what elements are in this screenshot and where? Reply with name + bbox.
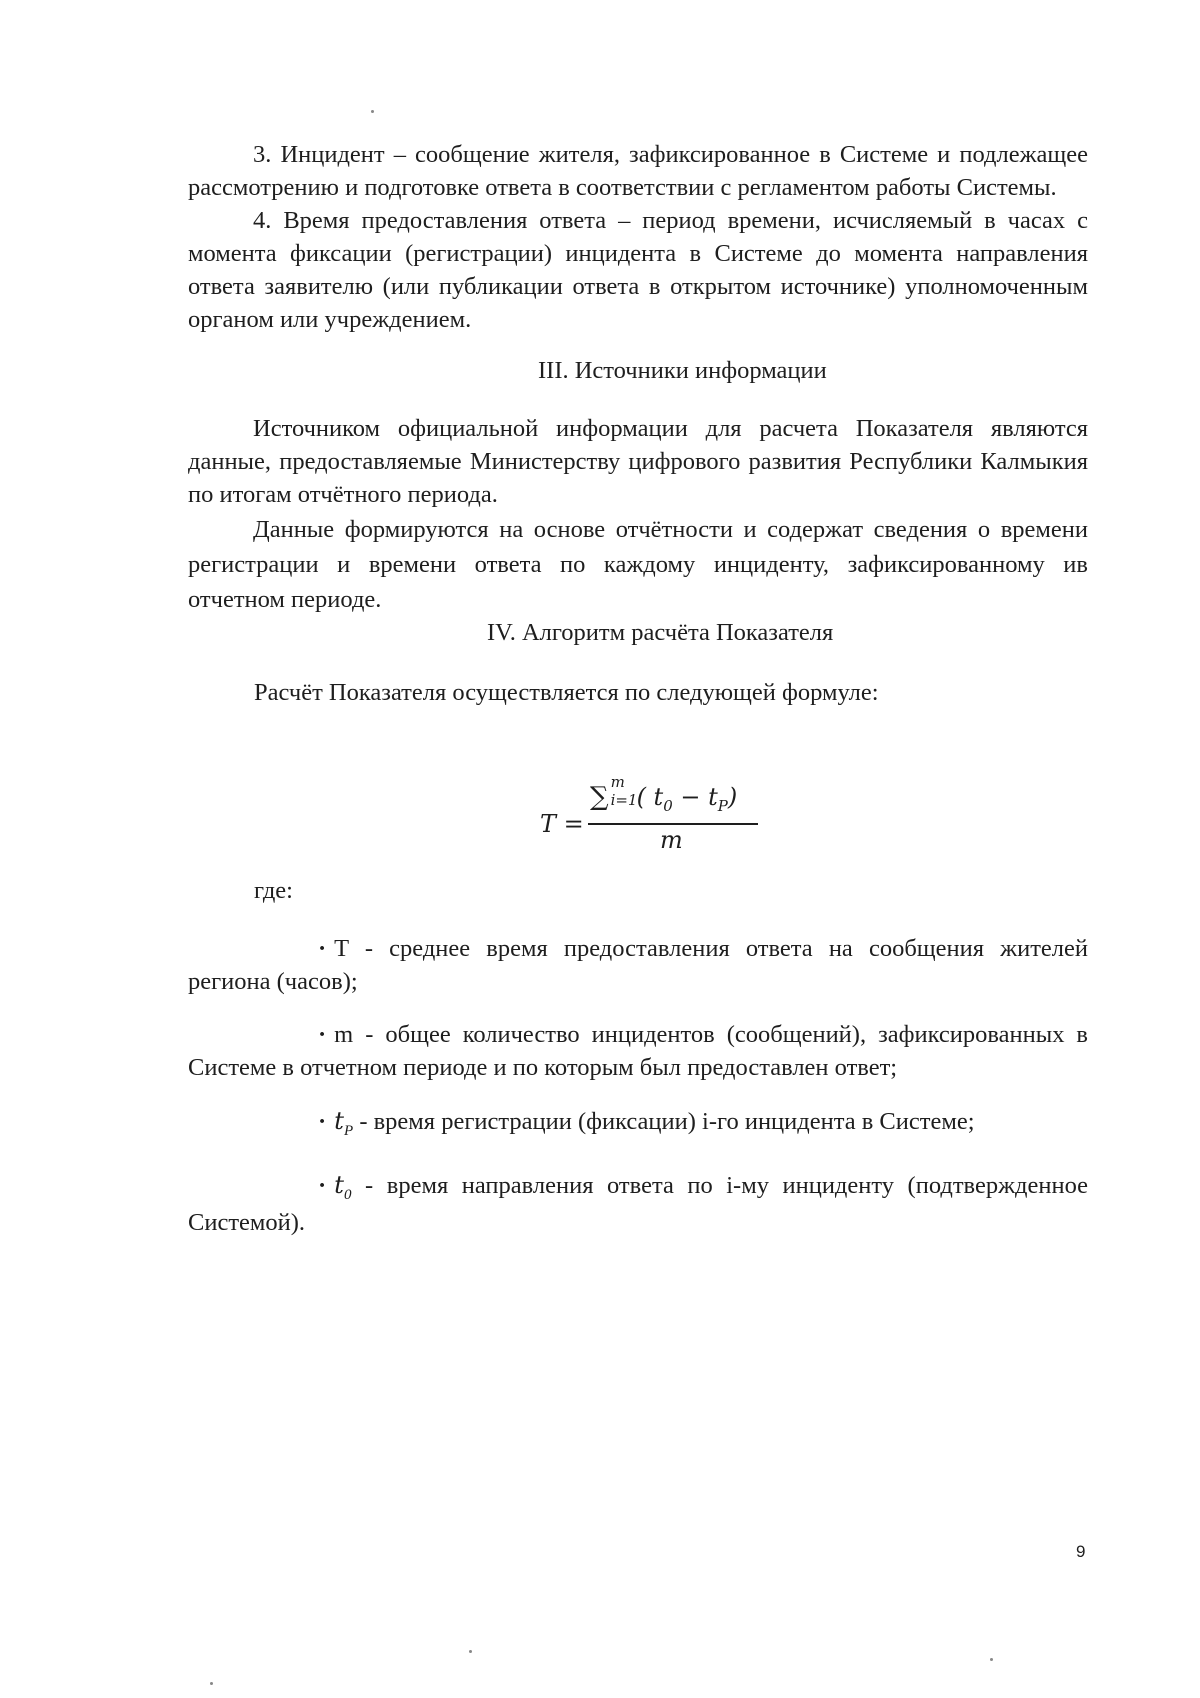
page-number: 9 bbox=[1076, 1542, 1086, 1561]
section-heading-algorithm: IV. Алгоритм расчёта Показателя bbox=[487, 619, 834, 646]
scan-speck bbox=[210, 1682, 213, 1685]
definition-m bbox=[188, 1018, 1088, 1084]
formula-body-open: ( t bbox=[636, 783, 664, 811]
fraction-bar bbox=[588, 823, 758, 825]
formula-sub-p: P bbox=[717, 797, 728, 815]
definition-tp bbox=[188, 1104, 1088, 1142]
section-heading-sources: III. Источники информации bbox=[538, 357, 827, 384]
definition-T-text: - среднее время предоставления ответа на сообщения жителей региона (часов); bbox=[188, 935, 1088, 995]
sum-symbol: ∑ bbox=[590, 782, 609, 812]
symbol-t: t bbox=[334, 1106, 345, 1135]
sum-upper-limit: m bbox=[610, 773, 625, 791]
formula bbox=[530, 773, 750, 862]
formula-close: ) bbox=[727, 783, 738, 811]
definition-tp-text: - время регистрации (фиксации) i-го инцидента в Системе; bbox=[353, 1108, 975, 1135]
formula-intro: Расчёт Показателя осуществляется по следующей формуле: bbox=[254, 679, 879, 706]
symbol-t: t bbox=[334, 1170, 345, 1199]
scan-speck bbox=[990, 1658, 993, 1661]
formula-minus: − t bbox=[672, 783, 718, 811]
formula-numerator bbox=[590, 773, 738, 815]
bullet: · bbox=[318, 1172, 327, 1199]
paragraph-sources-official: Источником официальной информации для расчета Показателя являются данные, предоставляемые Министерству цифрового развития Республики Калмыкия по итогам отчётного периода. bbox=[188, 415, 1088, 508]
sum-lower-limit: i=1 bbox=[610, 791, 638, 809]
formula-sub-0: 0 bbox=[663, 797, 673, 815]
scan-speck bbox=[469, 1650, 472, 1653]
definition-m-text: - общее количество инцидентов (сообщений), зафиксированных в Системе в отчетном периоде и по которым был предоставлен ответ; bbox=[188, 1021, 1088, 1081]
definition-t0 bbox=[188, 1168, 1088, 1239]
bullet: · bbox=[318, 935, 327, 962]
bullet: · bbox=[318, 1108, 327, 1135]
scan-speck bbox=[371, 110, 374, 113]
where-label: где: bbox=[254, 877, 293, 904]
definition-T bbox=[188, 932, 1088, 998]
formula-denominator: m bbox=[660, 826, 683, 854]
symbol-sub-0: 0 bbox=[344, 1187, 352, 1203]
bullet: · bbox=[318, 1021, 327, 1048]
formula-lhs: T = bbox=[540, 810, 584, 838]
paragraph-incident-definition: 3. Инцидент – сообщение жителя, зафиксированное в Системе и подлежащее рассмотрению и подготовке ответа в соответствии с регламентом работы Системы. bbox=[188, 141, 1088, 201]
symbol-T: T bbox=[334, 935, 349, 962]
paragraph-response-time-definition: 4. Время предоставления ответа – период времени, исчисляемый в часах с момента фиксации (регистрации) инцидента в Системе до момента направления ответа заявителю (или публикации ответа в открытом источнике) уполномоченным органом или учреждением. bbox=[188, 207, 1088, 333]
symbol-sub-P: P bbox=[344, 1123, 354, 1139]
definition-t0-text: - время направления ответа по i-му инциденту (подтвержденное Системой). bbox=[188, 1172, 1088, 1236]
paragraph-data-formation: Данные формируются на основе отчётности и содержат сведения о времени регистрации и времени ответа по каждому инциденту, зафиксированному ив отчетном периоде. bbox=[188, 516, 1088, 613]
symbol-m: m bbox=[334, 1021, 354, 1048]
